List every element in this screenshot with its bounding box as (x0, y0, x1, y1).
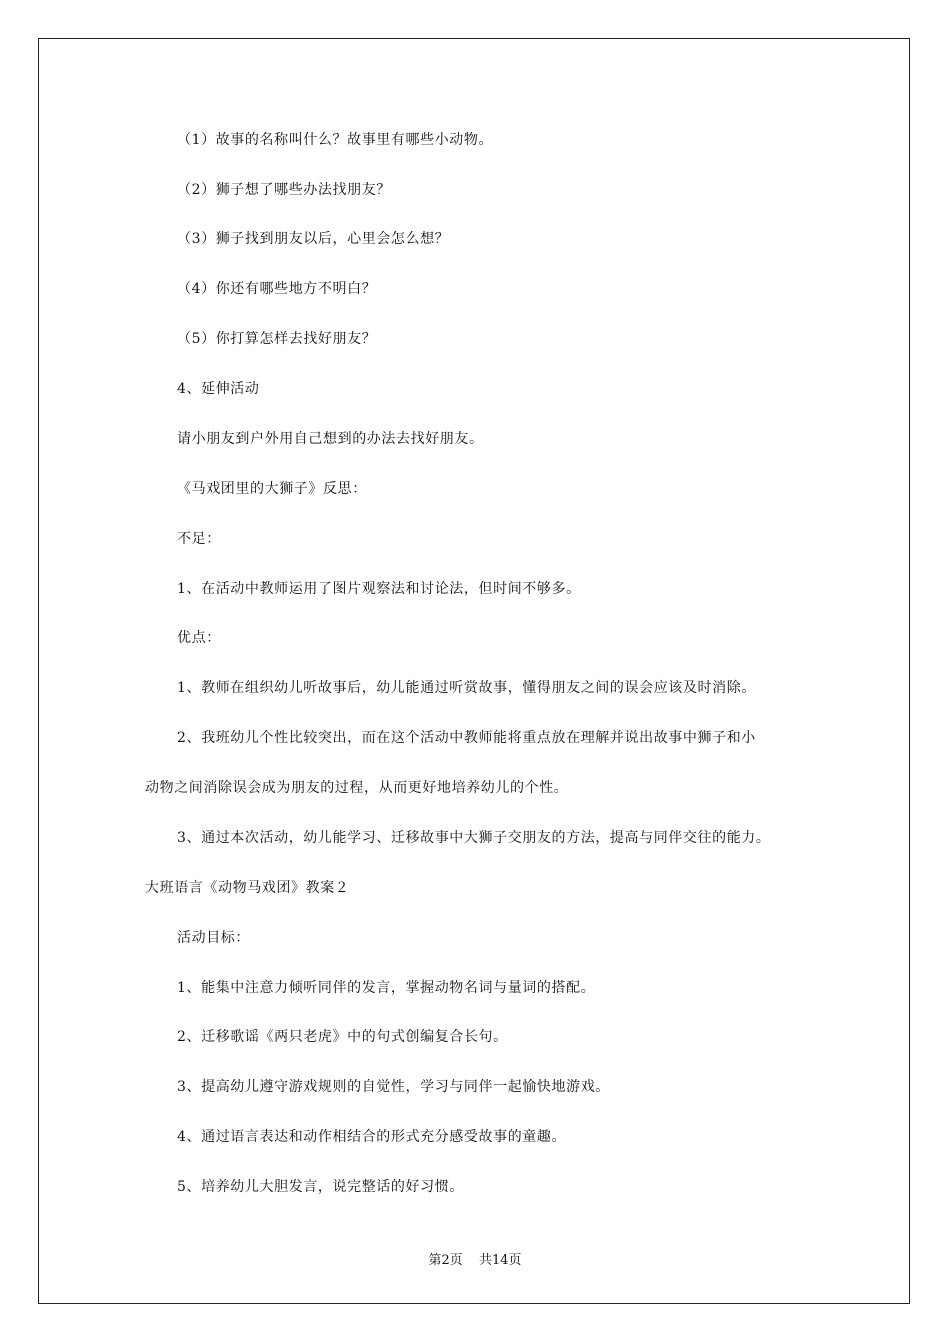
list-item: 1、在活动中教师运用了图片观察法和讨论法，但时间不够多。 (177, 581, 581, 597)
objective-item: 2、迁移歌谣《两只老虎》中的句式创编复合长句。 (177, 1029, 508, 1045)
page-total: 共14页 (478, 1253, 522, 1268)
question-3: （3）狮子找到朋友以后，心里会怎么想？ (177, 231, 450, 247)
objective-item: 4、通过语言表达和动作相结合的形式充分感受故事的童趣。 (177, 1129, 567, 1145)
list-item: 1、教师在组织幼儿听故事后，幼儿能通过听赏故事，懂得朋友之间的误会应该及时消除。 (177, 680, 756, 696)
objective-item: 1、能集中注意力倾听同伴的发言，掌握动物名词与量词的搭配。 (177, 980, 596, 996)
objective-item: 3、提高幼儿遵守游戏规则的自觉性，学习与同伴一起愉快地游戏。 (177, 1079, 610, 1095)
page-footer (0, 1252, 950, 1270)
objective-item: 5、培养幼儿大胆发言，说完整话的好习惯。 (177, 1179, 464, 1195)
question-4: （4）你还有哪些地方不明白？ (177, 281, 377, 297)
question-5: （5）你打算怎样去找好朋友？ (177, 331, 377, 347)
list-item-continuation: 动物之间消除误会成为朋友的过程，从而更好地培养幼儿的个性。 (145, 780, 569, 796)
page-border (38, 38, 910, 1304)
question-2: （2）狮子想了哪些办法找朋友？ (177, 182, 391, 198)
list-item: 2、我班幼儿个性比较突出，而在这个活动中教师能将重点放在理解并说出故事中狮子和小 (177, 730, 756, 746)
objectives-heading: 活动目标： (177, 930, 250, 946)
section-heading: 4、延伸活动 (177, 381, 260, 397)
subheading-strengths: 优点： (177, 630, 221, 646)
subheading-shortcomings: 不足： (177, 531, 221, 547)
question-1: （1）故事的名称叫什么？故事里有哪些小动物。 (177, 132, 494, 148)
reflection-heading: 《马戏团里的大狮子》反思： (177, 481, 367, 497)
list-item: 3、通过本次活动，幼儿能学习、迁移故事中大狮子交朋友的方法，提高与同伴交往的能力。 (177, 830, 771, 846)
paragraph: 请小朋友到户外用自己想到的办法去找好朋友。 (177, 431, 484, 447)
page-number: 第2页 (428, 1253, 463, 1268)
document-title: 大班语言《动物马戏团》教案２ (145, 880, 350, 896)
